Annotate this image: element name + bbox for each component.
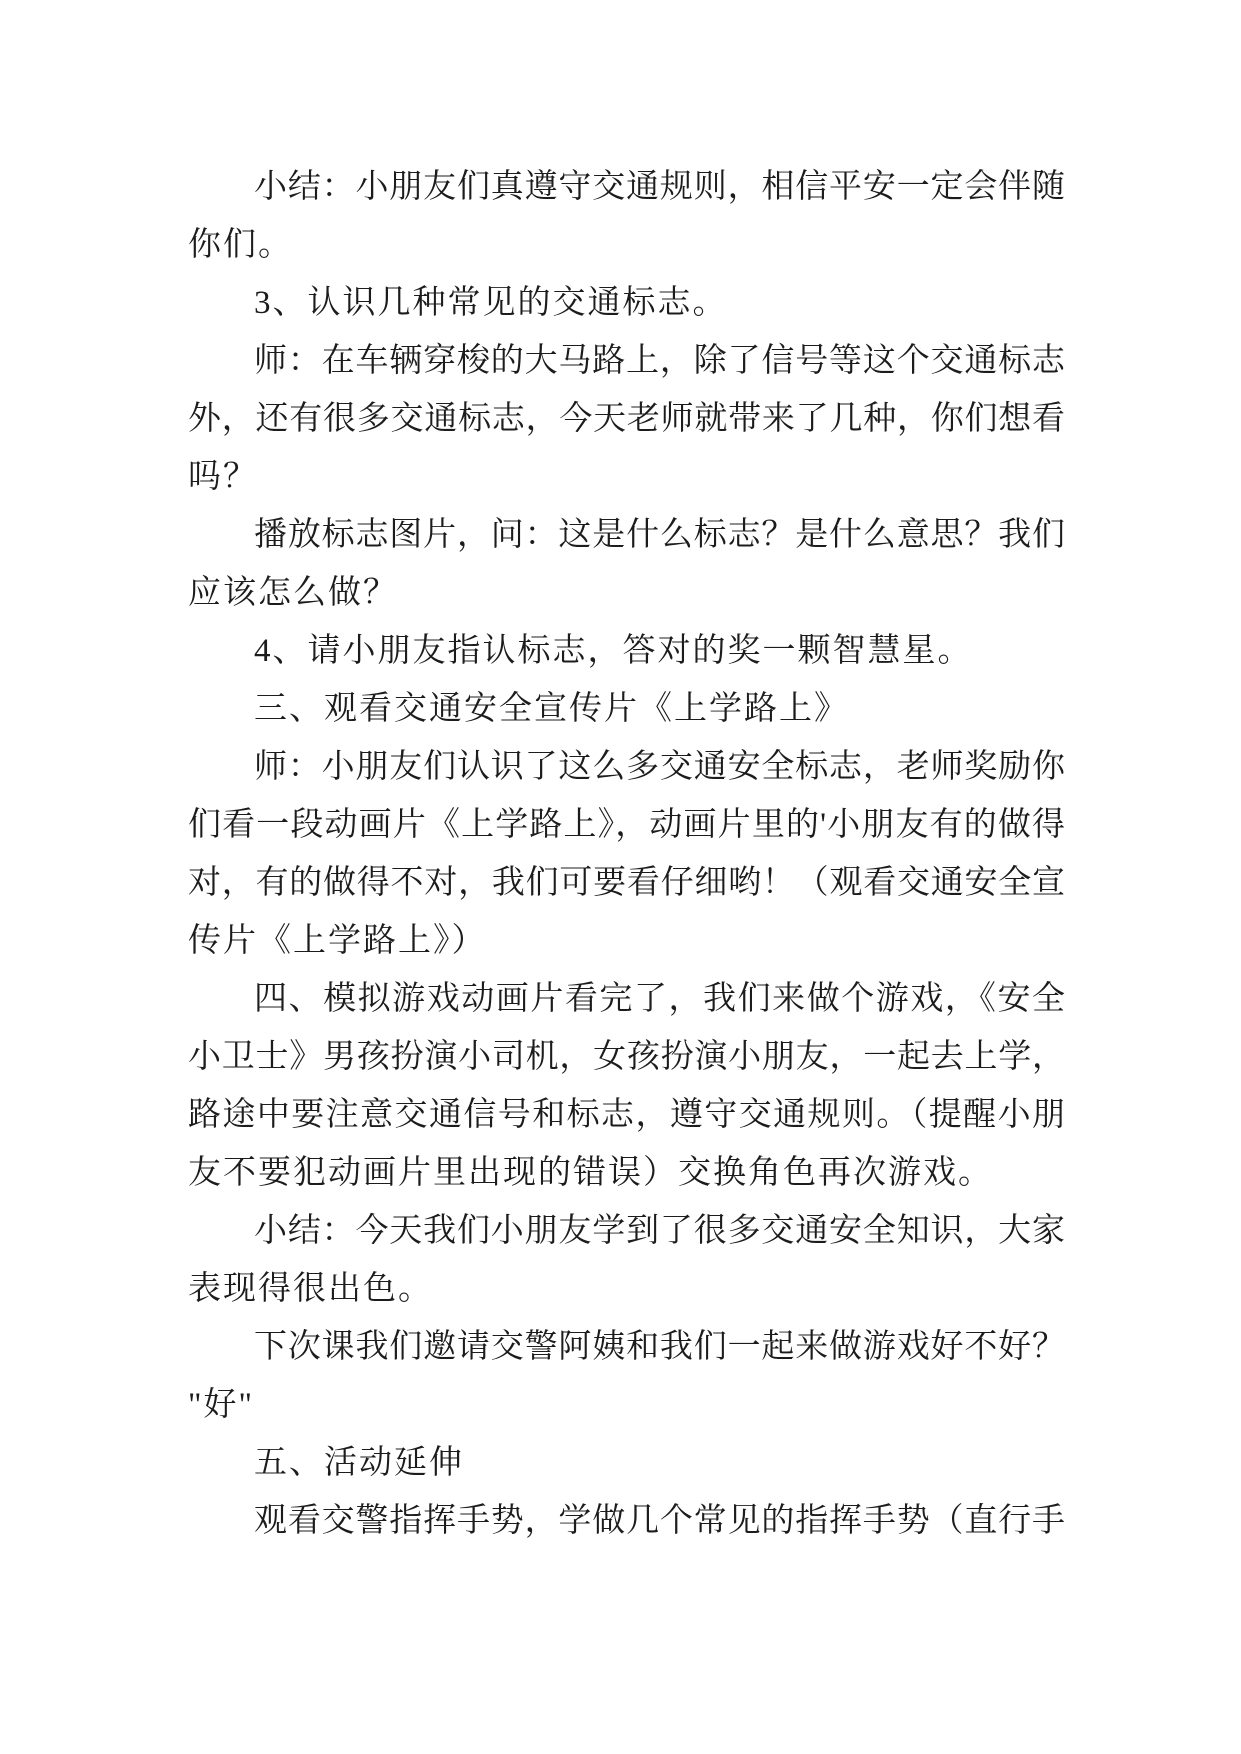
text-line: 小结：小朋友们真遵守交通规则，相信平安一定会伴随 [254,169,1065,205]
text-line: 传片《上学路上》） [188,923,487,959]
text-line: 路途中要注意交通信号和标志，遵守交通规则。（提醒小朋 [188,1097,1065,1133]
text-line: 三、观看交通安全宣传片《上学路上》 [254,691,849,727]
text-line: 师：小朋友们认识了这么多交通安全标志，老师奖励你 [254,749,1065,785]
text-line: 表现得很出色。 [188,1271,433,1307]
text-line: 小结：今天我们小朋友学到了很多交通安全知识，大家 [254,1213,1065,1249]
text-line: 下次课我们邀请交警阿姨和我们一起来做游戏好不好？ [254,1329,1065,1365]
text-line: 3、认识几种常见的交通标志。 [254,285,728,321]
text-line: 小卫士》男孩扮演小司机，女孩扮演小朋友，一起去上学， [188,1039,1065,1075]
text-line: 师：在车辆穿梭的大马路上，除了信号等这个交通标志 [254,343,1065,379]
text-line: 四、模拟游戏动画片看完了，我们来做个游戏，《安全 [254,981,1065,1017]
text-line: 吗？ [188,459,258,495]
text-line: "好" [188,1387,254,1423]
text-line: 应该怎么做？ [188,575,398,611]
text-line: 对，有的做得不对，我们可要看仔细哟！（观看交通安全宣 [188,865,1065,901]
text-line: 们看一段动画片《上学路上》，动画片里的'小朋友有的做得 [188,807,1065,843]
text-line: 你们。 [188,227,293,263]
text-line: 外，还有很多交通标志，今天老师就带来了几种，你们想看 [188,401,1065,437]
text-line: 五、活动延伸 [254,1445,464,1481]
text-line: 友不要犯动画片里出现的错误）交换角色再次游戏。 [188,1155,993,1191]
document-text-body [188,158,1065,1550]
text-line: 播放标志图片，问：这是什么标志？是什么意思？我们 [254,517,1065,553]
text-line: 观看交警指挥手势，学做几个常见的指挥手势（直行手 [254,1503,1065,1539]
text-line: 4、请小朋友指认标志，答对的奖一颗智慧星。 [254,633,973,669]
